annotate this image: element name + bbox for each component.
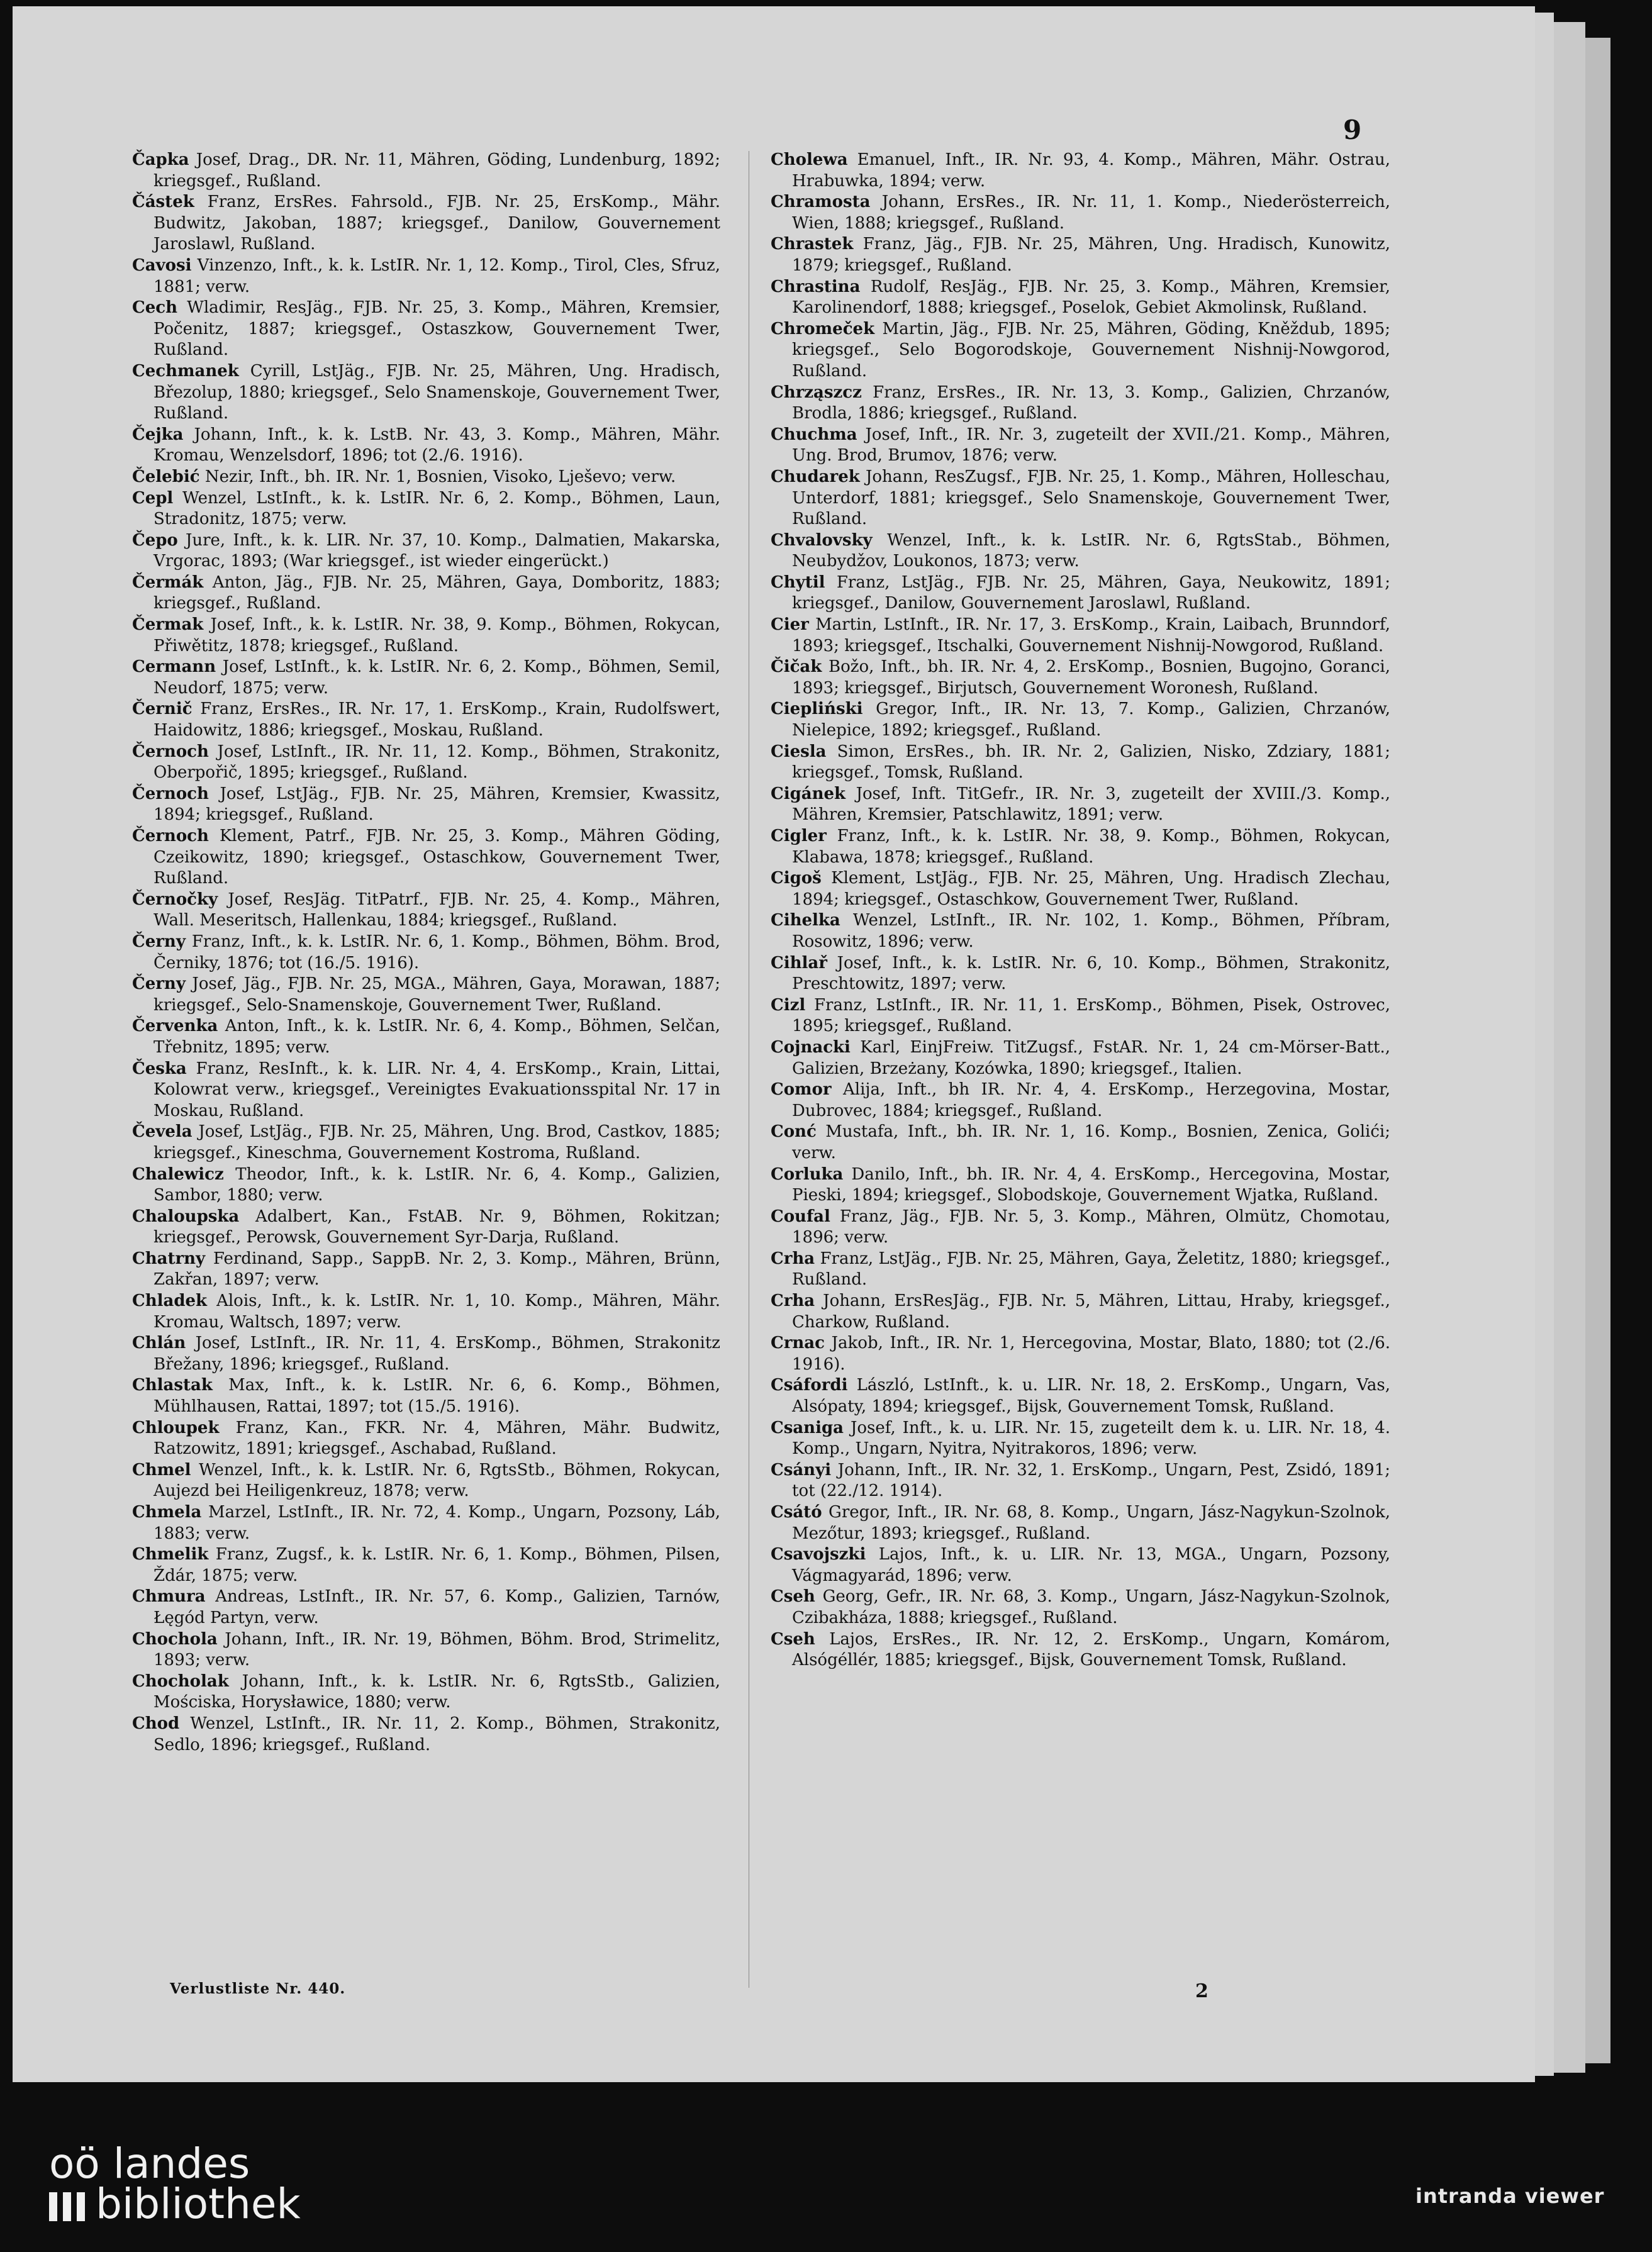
casualty-entry <box>132 1249 720 1291</box>
entry-details: Johann, Inft., k. k. LstB. Nr. 43, 3. Komp., Mähren, Mähr. Kromau, Wenzelsdorf, 1896; tot (2./6. 1916). <box>153 425 721 465</box>
entry-surname: Csavojszki <box>771 1545 866 1564</box>
entry-details: Josef, Inft. TitGefr., IR. Nr. 3, zugeteilt der XVIII./3. Komp., Mähren, Kremsier, Patschlawitz, 1891; verw. <box>792 784 1391 825</box>
list-label: Verlustliste Nr. 440. <box>170 1980 346 1997</box>
logo-line-2-wrap <box>49 2180 301 2228</box>
casualty-entry <box>132 615 720 657</box>
casualty-entry <box>771 1333 1390 1375</box>
entry-surname: Chmelik <box>132 1545 209 1564</box>
page-number: 9 <box>1343 114 1362 145</box>
casualty-entry <box>132 1544 720 1586</box>
entry-surname: Chatrny <box>132 1249 206 1268</box>
casualty-entry <box>771 1291 1390 1333</box>
entry-surname: Cigánek <box>771 784 846 803</box>
entry-surname: Crha <box>771 1249 815 1268</box>
casualty-entry <box>132 826 720 889</box>
entry-surname: Čevela <box>132 1122 193 1142</box>
entry-surname: Chmura <box>132 1587 206 1607</box>
entry-details: Nezir, Inft., bh. IR. Nr. 1, Bosnien, Visoko, Lješevo; verw. <box>204 467 676 486</box>
entry-surname: Csátó <box>771 1503 822 1522</box>
casualty-entry <box>771 382 1390 425</box>
entry-surname: Chromeček <box>771 319 875 338</box>
entry-details: Wenzel, LstInft., IR. Nr. 11, 2. Komp., Böhmen, Strakonitz, Sedlo, 1896; kriegsgef., Rußland. <box>153 1714 720 1754</box>
entry-surname: Cihlař <box>771 953 827 973</box>
casualty-entry <box>132 150 720 192</box>
entry-surname: Csáfordi <box>771 1376 848 1395</box>
casualty-entry <box>132 699 720 741</box>
casualty-entry <box>771 1502 1390 1544</box>
entry-surname: Chrastek <box>771 235 854 254</box>
casualty-entry <box>132 1629 720 1671</box>
casualty-entry <box>132 1333 720 1375</box>
entry-details: Anton, Inft., k. k. LstIR. Nr. 6, 4. Komp., Böhmen, Selčan, Třebnitz, 1895; verw. <box>153 1017 720 1057</box>
entry-details: Wenzel, LstInft., IR. Nr. 102, 1. Komp., Böhmen, Příbram, Rosowitz, 1896; verw. <box>792 911 1391 951</box>
casualty-entry <box>771 1037 1390 1079</box>
entry-details: Alija, Inft., bh IR. Nr. 4, 4. ErsKomp., Herzegovina, Mostar, Dubrovec, 1884; kriegsgef., Rußland. <box>792 1080 1391 1120</box>
entry-surname: Cavosi <box>132 255 192 275</box>
casualty-entry <box>132 1714 720 1756</box>
entry-surname: Čermak <box>132 615 204 635</box>
casualty-entry <box>771 1122 1390 1164</box>
entry-details: Wenzel, Inft., k. k. LstIR. Nr. 6, RgtsStb., Böhmen, Rokycan, Aujezd bei Heiligenkreuz, 1878; verw. <box>153 1460 721 1501</box>
casualty-entry <box>132 1164 720 1207</box>
entry-surname: Coufal <box>771 1207 830 1226</box>
casualty-entry <box>132 530 720 572</box>
entry-details: Danilo, Inft., bh. IR. Nr. 4, 4. ErsKomp., Hercegovina, Mostar, Pieski, 1894; kriegsgef., Slobodskoje, Gouvernement Wjatka, Rußland. <box>792 1164 1390 1205</box>
casualty-entry <box>771 826 1390 868</box>
entry-surname: Comor <box>771 1080 832 1100</box>
entry-surname: Cizl <box>771 995 806 1015</box>
entry-details: Franz, LstJäg., FJB. Nr. 25, Mähren, Gaya, Neukowitz, 1891; kriegsgef., Danilow, Gouvernement Jaroslawl, Rußland. <box>792 572 1390 613</box>
casualty-entry <box>132 1207 720 1249</box>
entry-surname: Chramosta <box>771 192 871 212</box>
entry-surname: Chladek <box>132 1291 208 1311</box>
entry-surname: Cepl <box>132 488 174 508</box>
casualty-entry <box>132 1586 720 1629</box>
entry-surname: Csaniga <box>771 1418 844 1437</box>
entry-details: Josef, Inft., k. k. LstIR. Nr. 6, 10. Komp., Böhmen, Strakonitz, Preschtowitz, 1897; verw. <box>792 953 1391 994</box>
casualty-entry <box>132 1418 720 1460</box>
casualty-entry <box>132 742 720 784</box>
casualty-entry <box>132 1291 720 1333</box>
entry-surname: Corluka <box>771 1164 844 1184</box>
entry-details: Vinzenzo, Inft., k. k. LstIR. Nr. 1, 12. Komp., Tirol, Cles, Sfruz, 1881; verw. <box>153 255 720 296</box>
entry-surname: Chrastina <box>771 277 861 296</box>
casualty-entry <box>771 572 1390 615</box>
casualty-entry <box>771 1586 1390 1629</box>
casualty-entry <box>132 1122 720 1164</box>
entry-surname: Chudarek <box>771 467 860 486</box>
entry-details: Johann, ResZugsf., FJB. Nr. 25, 1. Komp., Mähren, Holleschau, Unterdorf, 1881; kriegsgef., Selo Snamenskoje, Gouvernement Twer, Rußland. <box>792 467 1390 529</box>
entry-details: Anton, Jäg., FJB. Nr. 25, Mähren, Gaya, Domboritz, 1883; kriegsgef., Rußland. <box>153 572 721 613</box>
entry-details: Josef, LstJäg., FJB. Nr. 25, Mähren, Ung. Brod, Castkov, 1885; kriegsgef., Kineschma, Gouvernement Kostroma, Rußland. <box>153 1122 720 1162</box>
entry-details: Klement, Patrf., FJB. Nr. 25, 3. Komp., Mähren Göding, Czeikowitz, 1890; kriegsgef., Ostaschkow, Gouvernement Twer, Rußland. <box>153 827 720 888</box>
entry-details: Franz, Jäg., FJB. Nr. 5, 3. Komp., Mähren, Olmütz, Chomotau, 1896; verw. <box>792 1207 1391 1247</box>
entry-surname: Chod <box>132 1714 180 1733</box>
casualty-entry <box>771 425 1390 467</box>
entry-details: Franz, Jäg., FJB. Nr. 25, Mähren, Ung. Hradisch, Kunowitz, 1879; kriegsgef., Rußland. <box>792 235 1390 275</box>
entry-details: Theodor, Inft., k. k. LstIR. Nr. 6, 4. Komp., Galizien, Sambor, 1880; verw. <box>153 1164 721 1205</box>
entry-details: Emanuel, Inft., IR. Nr. 93, 4. Komp., Mähren, Mähr. Ostrau, Hrabuwka, 1894; verw. <box>792 150 1391 191</box>
entry-surname: Chuchma <box>771 425 857 444</box>
entry-surname: Crnac <box>771 1334 825 1353</box>
entry-surname: Čičak <box>771 657 822 677</box>
entry-details: Johann, Inft., IR. Nr. 32, 1. ErsKomp., Ungarn, Pest, Zsidó, 1891; tot (22./12. 1914). <box>792 1460 1391 1501</box>
entry-surname: Čermák <box>132 572 204 592</box>
casualty-entry <box>771 699 1390 741</box>
entry-details: Lajos, Inft., k. u. LIR. Nr. 13, MGA., Ungarn, Pozsony, Vágmagyarád, 1896; verw. <box>792 1545 1391 1585</box>
entry-details: Franz, ErsRes. Fahrsold., FJB. Nr. 25, ErsKomp., Mähr. Budwitz, Jakoban, 1887; kriegsgef., Danilow, Gouvernement Jaroslawl, Rußland. <box>153 192 721 254</box>
casualty-entry <box>132 657 720 699</box>
entry-details: Josef, Inft., k. k. LstIR. Nr. 38, 9. Komp., Böhmen, Rokycan, Přiwětitz, 1878; kriegsgef., Rußland. <box>153 615 720 655</box>
casualty-entry <box>132 1460 720 1502</box>
library-logo[interactable] <box>49 2139 301 2228</box>
entry-details: Wladimir, ResJäg., FJB. Nr. 25, 3. Komp., Mähren, Kremsier, Počenitz, 1887; kriegsgef., Ostaszkow, Gouvernement Twer, Rußland. <box>153 298 721 360</box>
entry-details: Marzel, LstInft., IR. Nr. 72, 4. Komp., Ungarn, Pozsony, Láb, 1883; verw. <box>153 1503 721 1543</box>
casualty-entry <box>771 1079 1390 1122</box>
scanned-page <box>13 6 1535 2082</box>
casualty-entry <box>132 425 720 467</box>
entry-details: Ferdinand, Sapp., SappB. Nr. 2, 3. Komp., Mähren, Brünn, Zakřan, 1897; verw. <box>153 1249 720 1290</box>
entry-surname: Chytil <box>771 572 825 592</box>
entry-details: Josef, LstInft., k. k. LstIR. Nr. 6, 2. Komp., Böhmen, Semil, Neudorf, 1875; verw. <box>153 657 720 698</box>
casualty-entry <box>771 1375 1390 1417</box>
left-column <box>132 150 720 1756</box>
entry-details: Gregor, Inft., IR. Nr. 68, 8. Komp., Ungarn, Jász-Nagykun-Szolnok, Mezőtur, 1893; kriegsgef., Rußland. <box>792 1503 1391 1543</box>
entry-details: Rudolf, ResJäg., FJB. Nr. 25, 3. Komp., Mähren, Kremsier, Karolinendorf, 1888; kriegsgef., Poselok, Gebiet Akmolinsk, Rußland. <box>792 277 1390 318</box>
entry-details: Wenzel, LstInft., k. k. LstIR. Nr. 6, 2. Komp., Böhmen, Laun, Stradonitz, 1875; verw. <box>153 488 721 529</box>
entry-surname: Cojnacki <box>771 1037 851 1057</box>
casualty-entry <box>132 488 720 530</box>
entry-details: Božo, Inft., bh. IR. Nr. 4, 2. ErsKomp., Bosnien, Bugojno, Goranci, 1893; kriegsgef., Birjutsch, Gouvernement Woronesh, Rußland. <box>792 657 1391 698</box>
entry-surname: Chvalovsky <box>771 530 873 550</box>
entry-surname: Černočky <box>132 889 218 909</box>
entry-surname: Conć <box>771 1122 817 1142</box>
casualty-entry <box>132 255 720 298</box>
casualty-entry <box>771 1418 1390 1460</box>
entry-surname: Cigoš <box>771 869 822 888</box>
entry-surname: Černoch <box>132 742 209 761</box>
casualty-entry <box>771 1207 1390 1249</box>
entry-surname: Chlastak <box>132 1376 213 1395</box>
entry-surname: Chaloupska <box>132 1207 240 1226</box>
casualty-entry <box>771 150 1390 192</box>
casualty-entry <box>132 784 720 826</box>
casualty-entry <box>771 1164 1390 1207</box>
entry-surname: Černy <box>132 974 186 994</box>
entry-surname: Chmela <box>132 1503 202 1522</box>
entry-surname: Cier <box>771 615 809 635</box>
entry-surname: Cech <box>132 298 177 318</box>
entry-surname: Cermann <box>132 657 216 677</box>
entry-surname: Cseh <box>771 1587 815 1607</box>
casualty-entry <box>771 910 1390 952</box>
entry-surname: Černy <box>132 932 186 951</box>
casualty-entry <box>132 467 720 488</box>
entry-details: Josef, LstJäg., FJB. Nr. 25, Mähren, Kremsier, Kwassitz, 1894; kriegsgef., Rußland. <box>153 784 720 825</box>
entry-details: Johann, Inft., IR. Nr. 19, Böhmen, Böhm. Brod, Strimelitz, 1893; verw. <box>153 1629 720 1670</box>
casualty-entry <box>132 1016 720 1058</box>
entry-details: Franz, LstInft., IR. Nr. 11, 1. ErsKomp., Böhmen, Pisek, Ostrovec, 1895; kriegsgef., Rußland. <box>792 995 1391 1036</box>
casualty-entry <box>132 1671 720 1714</box>
casualty-entry <box>132 361 720 425</box>
logo-line-2: bibliothek <box>96 2180 301 2228</box>
entry-details: Cyrill, LstJäg., FJB. Nr. 25, Mähren, Ung. Hradisch, Březolup, 1880; kriegsgef., Selo Snamenskoje, Gouvernement Twer, Rußland. <box>153 361 721 423</box>
entry-details: Franz, Inft., k. k. LstIR. Nr. 38, 9. Komp., Böhmen, Rokycan, Klabawa, 1878; kriegsgef., Rußland. <box>792 827 1390 867</box>
casualty-entry <box>771 530 1390 572</box>
entry-details: Lajos, ErsRes., IR. Nr. 12, 2. ErsKomp., Ungarn, Komárom, Alsógéllér, 1885; kriegsgef., Bijsk, Gouvernement Tomsk, Rußland. <box>792 1629 1390 1670</box>
entry-details: Johann, ErsResJäg., FJB. Nr. 5, Mähren, Littau, Hraby, kriegsgef., Charkow, Rußland. <box>792 1291 1390 1332</box>
casualty-entry <box>132 1059 720 1122</box>
entry-details: Simon, ErsRes., bh. IR. Nr. 2, Galizien, Nisko, Zdziary, 1881; kriegsgef., Tomsk, Rußland. <box>792 742 1390 783</box>
casualty-entry <box>771 277 1390 319</box>
casualty-entry <box>771 784 1390 826</box>
entry-surname: Crha <box>771 1291 815 1311</box>
entry-details: Franz, Kan., FKR. Nr. 4, Mähren, Mähr. Budwitz, Ratzowitz, 1891; kriegsgef., Aschabad, Rußland. <box>153 1418 720 1459</box>
casualty-entry <box>132 192 720 255</box>
entry-surname: Cechmanek <box>132 361 239 381</box>
casualty-entry <box>132 298 720 361</box>
entry-details: Franz, ResInft., k. k. LIR. Nr. 4, 4. ErsKomp., Krain, Littai, Kolowrat verw., kriegsgef., Vereinigtes Evakuationsspital Nr. 17 in Moskau, Rußland. <box>153 1059 720 1120</box>
entry-surname: Ciepliński <box>771 700 863 719</box>
entry-details: Josef, LstInft., IR. Nr. 11, 4. ErsKomp., Böhmen, Strakonitz Břežany, 1896; kriegsgef., Rußland. <box>153 1334 721 1374</box>
entry-details: Karl, EinjFreiw. TitZugsf., FstAR. Nr. 1, 24 cm-Mörser-Batt., Galizien, Brzeżany, Kozówka, 1890; kriegsgef., Italien. <box>792 1037 1390 1078</box>
entry-details: Franz, ErsRes., IR. Nr. 17, 1. ErsKomp., Krain, Rudolfswert, Haidowitz, 1886; kriegsgef., Moskau, Rußland. <box>153 700 720 740</box>
entry-details: Franz, ErsRes., IR. Nr. 13, 3. Komp., Galizien, Chrzanów, Brodla, 1886; kriegsgef., Rußland. <box>792 382 1390 423</box>
right-column <box>771 150 1390 1671</box>
entry-surname: Čapka <box>132 150 189 169</box>
entry-details: Martin, Jäg., FJB. Nr. 25, Mähren, Göding, Kněždub, 1895; kriegsgef., Selo Bogorodskoje, Gouvernement Nishnij-Nowgorod, Rußland. <box>792 319 1391 381</box>
entry-details: Josef, Jäg., FJB. Nr. 25, MGA., Mähren, Gaya, Morawan, 1887; kriegsgef., Selo-Snamenskoje, Gouvernement Twer, Rußland. <box>153 974 721 1015</box>
casualty-entry <box>771 234 1390 276</box>
entry-surname: Ciesla <box>771 742 827 761</box>
entry-surname: Cholewa <box>771 150 848 169</box>
entry-surname: Černoch <box>132 827 209 845</box>
entry-details: Alois, Inft., k. k. LstIR. Nr. 1, 10. Komp., Mähren, Mähr. Kromau, Waltsch, 1897; verw. <box>153 1291 721 1332</box>
entry-surname: Cigler <box>771 827 827 845</box>
viewer-link[interactable]: intranda viewer <box>1415 2184 1605 2208</box>
entry-details: Jakob, Inft., IR. Nr. 1, Hercegovina, Mostar, Blato, 1880; tot (2./6. 1916). <box>792 1334 1391 1374</box>
entry-surname: Červenka <box>132 1017 218 1036</box>
casualty-entry <box>771 1544 1390 1586</box>
entry-details: Max, Inft., k. k. LstIR. Nr. 6, 6. Komp., Böhmen, Mühlhausen, Rattai, 1897; tot (15./5. 1916). <box>153 1376 721 1417</box>
entry-details: Georg, Gefr., IR. Nr. 68, 3. Komp., Ungarn, Jász-Nagykun-Szolnok, Czibakháza, 1888; kriegsgef., Rußland. <box>792 1587 1390 1627</box>
casualty-entry <box>132 932 720 974</box>
entry-details: Adalbert, Kan., FstAB. Nr. 9, Böhmen, Rokitzan; kriegsgef., Perowsk, Gouvernement Syr-Darja, Rußland. <box>153 1207 721 1247</box>
casualty-entry <box>771 995 1390 1037</box>
entry-details: László, LstInft., k. u. LIR. Nr. 18, 2. ErsKomp., Ungarn, Vas, Alsópaty, 1894; kriegsgef., Bijsk, Gouvernement Tomsk, Rußland. <box>792 1376 1390 1417</box>
entry-surname: Černič <box>132 700 193 719</box>
casualty-entry <box>132 1375 720 1417</box>
entry-surname: Chrząszcz <box>771 382 862 402</box>
entry-details: Klement, LstJäg., FJB. Nr. 25, Mähren, Ung. Hradisch Zlechau, 1894; kriegsgef., Ostaschkow, Gouvernement Twer, Rußland. <box>792 869 1390 909</box>
entry-surname: Čelebić <box>132 467 200 486</box>
entry-surname: Chochola <box>132 1629 218 1649</box>
entry-details: Franz, Zugsf., k. k. LstIR. Nr. 6, 1. Komp., Böhmen, Pilsen, Ždár, 1875; verw. <box>153 1545 720 1585</box>
casualty-entry <box>771 1249 1390 1291</box>
casualty-entry <box>771 615 1390 657</box>
casualty-entry <box>771 192 1390 234</box>
casualty-entry <box>132 889 720 932</box>
entry-surname: Česka <box>132 1059 187 1078</box>
entry-surname: Černoch <box>132 784 209 803</box>
casualty-entry <box>771 1629 1390 1671</box>
logo-line-1: oö landes <box>49 2139 250 2188</box>
casualty-entry <box>771 1460 1390 1502</box>
entry-surname: Chocholak <box>132 1671 229 1691</box>
entry-surname: Csányi <box>771 1460 832 1480</box>
casualty-entry <box>771 319 1390 382</box>
casualty-entry <box>771 467 1390 530</box>
entry-surname: Chlán <box>132 1334 186 1353</box>
entry-details: Johann, Inft., k. k. LstIR. Nr. 6, RgtsStb., Galizien, Mościska, Horysławice, 1880; verw. <box>153 1671 721 1712</box>
entry-details: Mustafa, Inft., bh. IR. Nr. 1, 16. Komp., Bosnien, Zenica, Golići; verw. <box>792 1122 1390 1162</box>
entry-surname: Částek <box>132 192 194 212</box>
casualty-entry <box>771 868 1390 910</box>
entry-details: Jure, Inft., k. k. LIR. Nr. 37, 10. Komp., Dalmatien, Makarska, Vrgorac, 1893; (War kriegsgef., ist wieder eingerückt.) <box>153 530 720 571</box>
casualty-entry <box>132 974 720 1016</box>
entry-details: Josef, Inft., IR. Nr. 3, zugeteilt der XVII./21. Komp., Mähren, Ung. Brod, Brumov, 1876; verw. <box>792 425 1390 465</box>
entry-surname: Čejka <box>132 425 184 444</box>
entry-surname: Chmel <box>132 1460 191 1480</box>
entry-details: Josef, Drag., DR. Nr. 11, Mähren, Göding, Lundenburg, 1892; kriegsgef., Rußland. <box>153 150 721 191</box>
signature-mark: 2 <box>1195 1980 1208 2002</box>
entry-details: Andreas, LstInft., IR. Nr. 57, 6. Komp., Galizien, Tarnów, Łęgód Partyn, verw. <box>153 1587 721 1627</box>
casualty-entry <box>771 953 1390 995</box>
casualty-entry <box>132 1502 720 1544</box>
entry-details: Josef, Inft., k. u. LIR. Nr. 15, zugeteilt dem k. u. LIR. Nr. 18, 4. Komp., Ungarn, Nyitra, Nyitrakoros, 1896; verw. <box>792 1418 1391 1459</box>
casualty-entry <box>771 742 1390 784</box>
entry-surname: Čepo <box>132 530 178 550</box>
casualty-entry <box>132 572 720 615</box>
entry-surname: Cseh <box>771 1629 815 1649</box>
entry-surname: Chalewicz <box>132 1164 224 1184</box>
casualty-entry <box>771 657 1390 699</box>
entry-details: Josef, ResJäg. TitPatrf., FJB. Nr. 25, 4. Komp., Mähren, Wall. Meseritsch, Hallenkau, 1884; kriegsgef., Rußland. <box>153 889 720 930</box>
entry-details: Franz, Inft., k. k. LstIR. Nr. 6, 1. Komp., Böhmen, Böhm. Brod, Černiky, 1876; tot (16./5. 1916). <box>153 932 720 973</box>
entry-surname: Cihelka <box>771 911 840 930</box>
entry-details: Martin, LstInft., IR. Nr. 17, 3. ErsKomp., Krain, Laibach, Brunndorf, 1893; kriegsgef., Itschalki, Gouvernement Nishnij-Nowgorod, Rußland. <box>792 615 1391 655</box>
entry-details: Josef, LstInft., IR. Nr. 11, 12. Komp., Böhmen, Strakonitz, Oberpořič, 1895; kriegsgef., Rußland. <box>153 742 720 783</box>
entry-details: Franz, LstJäg., FJB. Nr. 25, Mähren, Gaya, Želetitz, 1880; kriegsgef., Rußland. <box>792 1249 1390 1290</box>
entry-details: Wenzel, Inft., k. k. LstIR. Nr. 6, RgtsStab., Böhmen, Neubydžov, Loukonos, 1873; verw. <box>792 530 1391 571</box>
library-bars-icon <box>49 2192 88 2221</box>
entry-details: Gregor, Inft., IR. Nr. 13, 7. Komp., Galizien, Chrzanów, Nielepice, 1892; kriegsgef., Rußland. <box>792 700 1390 740</box>
entry-surname: Chloupek <box>132 1418 220 1437</box>
entry-details: Johann, ErsRes., IR. Nr. 11, 1. Komp., Niederösterreich, Wien, 1888; kriegsgef., Rußland. <box>792 192 1391 233</box>
